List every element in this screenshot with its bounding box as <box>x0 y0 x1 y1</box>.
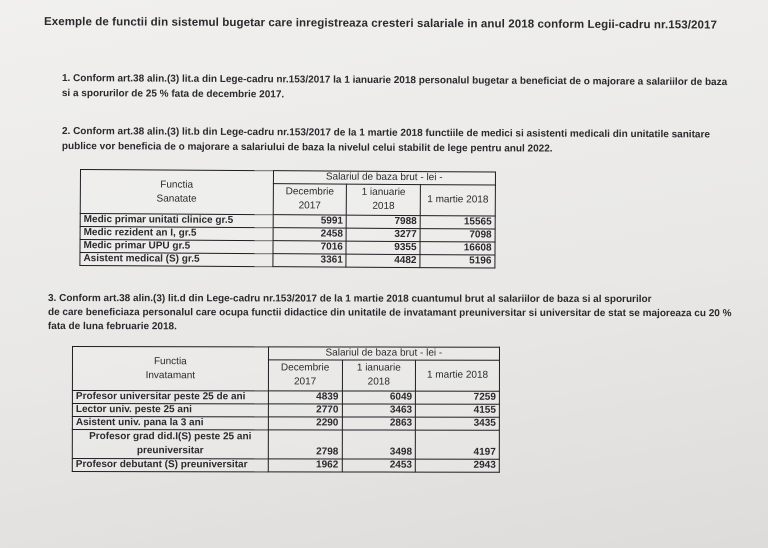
paragraph-1-line-1: 1. Conform art.38 alin.(3) lit.a din Lege-cadru nr.153/2017 la 1 ianuarie 2018 personalul bugetar a beneficiat de o majorare a salariilor de baza <box>61 72 728 89</box>
function-header-line-1: Functia <box>160 178 194 191</box>
paragraph-3-line-2: de care beneficiaza personalul care ocupa functii didactice din unitatile de invatamant preuniversitar si universitar de stat se majoreaza cu 20 % <box>47 306 732 320</box>
function-cell: Lector univ. peste 25 ani <box>72 404 268 417</box>
january-header-line-1: 1 ianuarie <box>361 186 406 198</box>
march-value: 4155 <box>416 404 500 417</box>
january-value: 3277 <box>346 228 420 241</box>
function-cell: Asistent medical (S) gr.5 <box>80 253 273 267</box>
january-header-line-2: 2018 <box>367 376 390 388</box>
december-2017-header <box>268 360 342 391</box>
document-title: Exemple de functii din sistemul bugetar care inregistreaza cresteri salariale in anul 2018 conform Legii-cadru nr.153/2017 <box>43 16 718 32</box>
december-value: 2290 <box>268 417 342 430</box>
march-2018-header: 1 martie 2018 <box>420 185 495 216</box>
table-row <box>72 417 499 431</box>
march-value: 2943 <box>415 459 499 472</box>
table-row <box>72 404 499 418</box>
march-value: 16608 <box>420 242 495 255</box>
january-value: 9355 <box>346 241 420 254</box>
education-salary-table <box>72 346 500 473</box>
function-cell: Medic primar UPU gr.5 <box>80 240 273 254</box>
january-value: 2863 <box>342 417 416 430</box>
january-2018-header <box>347 184 421 215</box>
december-header-line-2: 2017 <box>293 376 317 388</box>
table-header-row <box>80 170 495 186</box>
function-cell: Profesor universitar peste 25 de ani <box>72 391 268 404</box>
function-cell-line-1: Profesor grad did.I(S) peste 25 ani <box>89 431 252 443</box>
december-header-line-1: Decembrie <box>280 362 330 374</box>
paragraph-3-line-3: fata de luna februarie 2018. <box>47 320 177 333</box>
march-value: 5196 <box>420 255 495 268</box>
march-2018-header: 1 martie 2018 <box>416 360 500 391</box>
paragraph-1-line-2: si a sporurilor de 25 % fata de decembrie 2017. <box>61 87 285 101</box>
paragraph-2-line-2: publice vor beneficia de o majorare a salariului de baza la nivelul celui stabilit de lege pentru anul 2022. <box>61 140 553 155</box>
january-value: 4482 <box>346 254 420 267</box>
table-header-row <box>72 347 499 361</box>
january-value: 3498 <box>342 430 416 459</box>
december-value: 5991 <box>273 215 347 228</box>
march-value: 15565 <box>420 216 495 229</box>
january-header-line-1: 1 ianuarie <box>356 362 401 374</box>
march-value: 3435 <box>416 417 500 430</box>
table-row <box>72 391 499 405</box>
salary-group-header: Salariul de baza brut - lei - <box>268 347 499 360</box>
function-cell: Asistent univ. pana la 3 ani <box>72 417 268 430</box>
march-value: 4197 <box>416 430 500 459</box>
december-value: 4839 <box>268 391 342 404</box>
january-value: 6049 <box>342 391 416 404</box>
january-value: 2453 <box>342 459 416 472</box>
table-row <box>80 253 495 269</box>
function-cell: Medic rezident an I, gr.5 <box>80 227 273 241</box>
paragraph-1 <box>61 71 728 105</box>
function-cell <box>72 430 268 459</box>
function-column-header <box>80 170 273 215</box>
function-cell: Profesor debutant (S) preuniversitar <box>72 459 268 472</box>
january-2018-header <box>342 360 416 391</box>
paragraph-3-line-1: 3. Conform art.38 alin.(3) lit.d din Lege-cadru nr.153/2017 de la 1 martie 2018 cuantumul brut al salariilor de baza si al sporurilor <box>47 293 652 306</box>
function-cell: Medic primar unitati clinice gr.5 <box>80 214 273 228</box>
function-header-line-1: Functia <box>153 355 187 367</box>
table-row <box>72 459 499 473</box>
december-value: 2798 <box>268 430 342 459</box>
table-row <box>72 430 499 460</box>
december-header-line-1: Decembrie <box>285 186 335 198</box>
function-header-line-2: Sanatate <box>156 192 197 205</box>
december-value: 2458 <box>273 228 347 241</box>
january-value: 7988 <box>346 215 420 228</box>
paragraph-3 <box>48 292 738 335</box>
january-value: 3463 <box>342 404 416 417</box>
december-2017-header <box>273 184 347 215</box>
december-value: 7016 <box>273 241 347 254</box>
health-salary-table <box>79 169 496 269</box>
function-cell-line-2: preuniversitar <box>136 445 204 457</box>
paragraph-2 <box>62 124 722 157</box>
december-value: 2770 <box>268 404 342 417</box>
january-header-line-2: 2018 <box>372 200 395 212</box>
march-value: 7098 <box>420 229 495 242</box>
december-value: 3361 <box>272 254 346 267</box>
function-header-line-2: Invatamant <box>145 369 196 381</box>
function-column-header <box>72 347 268 391</box>
paragraph-2-line-1: 2. Conform art.38 alin.(3) lit.b din Lege-cadru nr.153/2017 de la 1 martie 2018 functiile de medici si asistenti medicali din unitatile sanitare <box>61 125 710 141</box>
december-value: 1962 <box>268 459 342 472</box>
salary-group-header: Salariul de baza brut - lei - <box>273 171 496 185</box>
december-header-line-2: 2017 <box>298 200 321 212</box>
march-value: 7259 <box>416 391 500 404</box>
